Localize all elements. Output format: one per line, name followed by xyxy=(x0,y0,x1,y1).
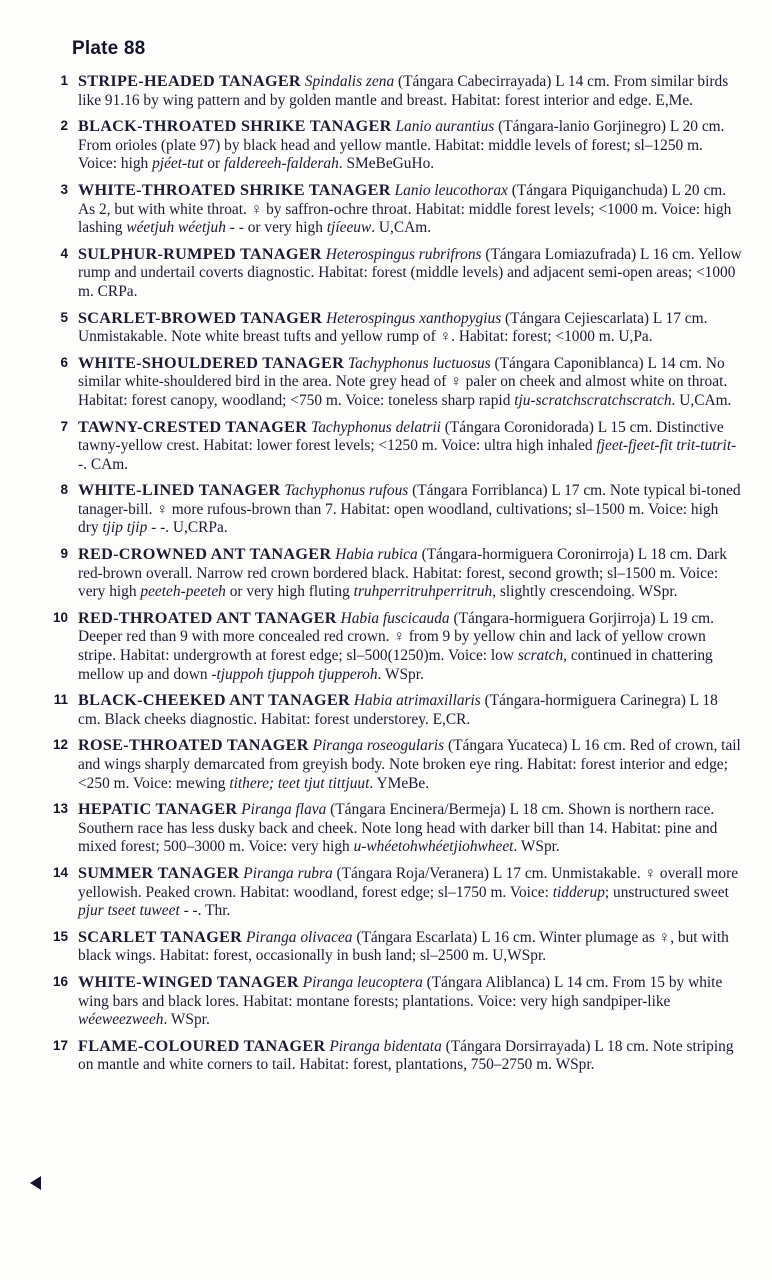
entry-text xyxy=(78,736,742,793)
entry-text xyxy=(78,1037,742,1075)
entry-text xyxy=(78,181,742,238)
entry-common-name: SCARLET TANAGER xyxy=(78,927,243,946)
entry-common-name: WHITE-LINED TANAGER xyxy=(78,481,281,500)
entry-text xyxy=(78,309,742,347)
entry-common-name: SUMMER TANAGER xyxy=(78,863,240,882)
entry-description: (Tángara Cejiescarlata) L 17 cm. Unmistakable. Note white breast tufts and yellow rump of ♀. Habitat: forest; <1000 m. U,Pa. xyxy=(78,309,708,346)
entry-scientific-name: Tachyphonus rufous xyxy=(284,482,409,500)
entry-number: 16 xyxy=(52,973,68,989)
entry-number: 13 xyxy=(52,801,68,817)
entry-scientific-name: Tachyphonus luctuosus xyxy=(347,354,491,372)
entry-text xyxy=(78,691,742,729)
entry-number: 7 xyxy=(60,418,68,434)
species-entry xyxy=(30,245,742,302)
entry-number: 6 xyxy=(60,354,68,370)
entry-scientific-name: Tachyphonus delatrii xyxy=(311,418,441,436)
species-entry xyxy=(30,545,742,602)
entry-description: (Tángara Coronidorada) L 15 cm. Distinctive tawny-yellow crest. Habitat: lower forest levels; <1250 m. Voice: ultra high inhaled fjeet-fjeet-fit trit-tutrit- -. CAm. xyxy=(78,418,737,473)
entry-number: 2 xyxy=(60,118,68,134)
species-entry xyxy=(30,481,742,538)
entry-number: 11 xyxy=(53,692,68,708)
entry-description: (Tángara Dorsirrayada) L 18 cm. Note striping on mantle and white corners to tail. Habitat: forest, plantations, 750–2750 m. WSpr. xyxy=(78,1037,734,1074)
entry-description: (Tángara-lanio Gorjinegro) L 20 cm. From orioles (plate 97) by black head and yellow mantle. Habitat: middle levels of forest; sl–1250 m. Voice: high pjéet-tut or faldereeh-falderah. SMeBeGuHo. xyxy=(78,118,725,173)
entry-common-name: ROSE-THROATED TANAGER xyxy=(78,736,309,755)
species-entry xyxy=(30,309,742,347)
entry-description: (Tángara Roja/Veranera) L 17 cm. Unmistakable. ♀ overall more yellowish. Peaked crown. Habitat: woodland, forest edge; sl–1750 m. Voice: tidderup; unstructured sweet pjur tseet tuweet - -. Thr. xyxy=(78,864,739,920)
entry-description: (Tángara Yucateca) L 16 cm. Red of crown, tail and wings sharply demarcated from greyish body. Note broken eye ring. Habitat: forest interior and edge; <250 m. Voice: mewing tithere; teet tjut tittjuut. YMeBe. xyxy=(78,737,741,792)
entry-text xyxy=(78,245,742,302)
entry-common-name: WHITE-WINGED TANAGER xyxy=(78,972,299,991)
entry-scientific-name: Piranga olivacea xyxy=(246,928,353,946)
entry-scientific-name: Lanio aurantius xyxy=(395,118,495,136)
entry-scientific-name: Piranga rubra xyxy=(243,864,333,882)
entry-description: (Tángara Lomiazufrada) L 16 cm. Yellow rump and undertail coverts diagnostic. Habitat: forest (middle levels) and adjacent semi-open areas; <1000 m. CRPa. xyxy=(78,245,742,300)
species-entry xyxy=(30,1037,742,1075)
entry-description: (Tángara Aliblanca) L 14 cm. From 15 by white wing bars and black lores. Habitat: montane forests; plantations. Voice: very high sandpiper-like wéeweezweeh. WSpr. xyxy=(78,973,723,1029)
entry-text xyxy=(78,545,742,602)
entry-number: 1 xyxy=(60,73,68,88)
species-entry xyxy=(30,117,742,174)
entry-text xyxy=(78,973,742,1030)
entry-number: 15 xyxy=(52,928,68,944)
entry-scientific-name: Habia rubica xyxy=(335,546,418,564)
entry-scientific-name: Heterospingus rubrifrons xyxy=(325,245,482,263)
previous-page-arrow-icon[interactable] xyxy=(30,1176,41,1190)
entry-common-name: BLACK-CHEEKED ANT TANAGER xyxy=(78,691,350,710)
entry-description: (Tángara Piquiganchuda) L 20 cm. As 2, but with white throat. ♀ by saffron-ochre throat. Habitat: middle forest levels; <1000 m. Voice: high lashing wéetjuh wéetjuh - - or very high tjíeeuw. U,CAm. xyxy=(78,181,732,237)
entry-number: 3 xyxy=(60,181,68,197)
entry-text xyxy=(78,72,742,110)
entry-text xyxy=(78,481,742,538)
species-entry xyxy=(30,609,742,684)
entry-description: (Tángara-hormiguera Coronirroja) L 18 cm. Dark red-brown overall. Narrow red crown bordered black. Habitat: forest, second growth; sl–1500 m. Voice: very high peeteh-peeteh or very high fluting truhperritruhperritruh, slightly crescendoing. WSpr. xyxy=(78,546,727,601)
entry-number: 14 xyxy=(52,864,68,880)
species-entry xyxy=(30,354,742,411)
species-entry xyxy=(30,736,742,793)
entry-description: (Tángara Caponiblanca) L 14 cm. No similar white-shouldered bird in the area. Note grey head of ♀ paler on cheek and almost white on throat. Habitat: forest canopy, woodland; <750 m. Voice: toneless sharp rapid tju-scratchscratchscratch. U,CAm. xyxy=(78,354,732,409)
entry-text xyxy=(78,609,742,684)
entry-number: 8 xyxy=(60,482,68,498)
entry-description: (Tángara Encinera/Bermeja) L 18 cm. Shown is northern race. Southern race has less dusky back and cheek. Note long head with darker bill than 14. Habitat: pine and mixed forest; 500–3000 m. Voice: very high u-whéetohwhéetjiohwheet. WSpr. xyxy=(78,801,718,856)
entry-common-name: STRIPE-HEADED TANAGER xyxy=(78,72,301,90)
entry-common-name: WHITE-SHOULDERED TANAGER xyxy=(78,353,345,372)
entry-scientific-name: Piranga roseogularis xyxy=(312,737,445,755)
entry-common-name: RED-THROATED ANT TANAGER xyxy=(78,608,337,627)
entry-description: (Tángara Cabecirrayada) L 14 cm. From similar birds like 91.16 by wing pattern and by golden mantle and breast. Habitat: forest interior and edge. E,Me. xyxy=(78,73,729,109)
entry-common-name: WHITE-THROATED SHRIKE TANAGER xyxy=(78,180,391,199)
species-entry xyxy=(30,691,742,729)
entry-common-name: BLACK-THROATED SHRIKE TANAGER xyxy=(78,117,392,136)
entry-text xyxy=(78,418,742,475)
entry-description: (Tángara Escarlata) L 16 cm. Winter plumage as ♀, but with black wings. Habitat: forest, occasionally in bush land; sl–2500 m. U,WSpr. xyxy=(78,928,729,965)
species-entry xyxy=(30,418,742,475)
entry-text xyxy=(78,117,742,174)
entry-number: 4 xyxy=(60,245,68,261)
page-title: Plate 88 xyxy=(72,38,146,59)
entry-number: 10 xyxy=(52,609,68,625)
entry-common-name: HEPATIC TANAGER xyxy=(78,800,238,819)
entry-common-name: SCARLET-BROWED TANAGER xyxy=(78,308,323,327)
entry-scientific-name: Lanio leucothorax xyxy=(394,181,508,199)
species-entry-list xyxy=(30,72,742,1082)
entry-common-name: SULPHUR-RUMPED TANAGER xyxy=(78,244,322,263)
entry-scientific-name: Heterospingus xanthopygius xyxy=(326,309,502,327)
species-entry xyxy=(30,181,742,238)
entry-scientific-name: Habia atrimaxillaris xyxy=(353,692,481,710)
entry-common-name: TAWNY-CRESTED TANAGER xyxy=(78,417,308,436)
entry-number: 9 xyxy=(60,546,68,562)
entry-description: (Tángara-hormiguera Gorjirroja) L 19 cm. Deeper red than 9 with more concealed red crown. ♀ from 9 by yellow chin and lack of yellow crown stripe. Habitat: undergrowth at forest edge; sl–500(1250)m. Voice: low scratch, continued in chattering mellow up and down -tjuppoh tjuppoh tjupperoh. WSpr. xyxy=(78,609,715,683)
entry-text xyxy=(78,864,742,921)
entry-common-name: RED-CROWNED ANT TANAGER xyxy=(78,545,332,564)
entry-scientific-name: Spindalis zena xyxy=(304,73,395,90)
entry-scientific-name: Habia fuscicauda xyxy=(340,609,450,627)
entry-description: (Tángara Forriblanca) L 17 cm. Note typical bi-toned tanager-bill. ♀ more rufous-brown than 7. Habitat: open woodland, cultivations; sl–1500 m. Voice: high dry tjip tjip - -. U,CRPa. xyxy=(78,482,741,537)
entry-number: 17 xyxy=(52,1037,68,1053)
entry-scientific-name: Piranga flava xyxy=(241,801,327,819)
entry-scientific-name: Piranga bidentata xyxy=(329,1037,442,1055)
species-entry xyxy=(30,800,742,857)
entry-number: 12 xyxy=(52,737,68,753)
entry-text xyxy=(78,354,742,411)
species-entry xyxy=(30,973,742,1030)
entry-common-name: FLAME-COLOURED TANAGER xyxy=(78,1036,326,1055)
species-entry xyxy=(30,864,742,921)
species-entry xyxy=(30,72,742,110)
entry-text xyxy=(78,928,742,966)
entry-number: 5 xyxy=(60,309,68,325)
entry-description: (Tángara-hormiguera Carinegra) L 18 cm. Black cheeks diagnostic. Habitat: forest understorey. E,CR. xyxy=(78,692,718,728)
species-entry xyxy=(30,928,742,966)
entry-scientific-name: Piranga leucoptera xyxy=(302,973,423,991)
entry-text xyxy=(78,800,742,857)
